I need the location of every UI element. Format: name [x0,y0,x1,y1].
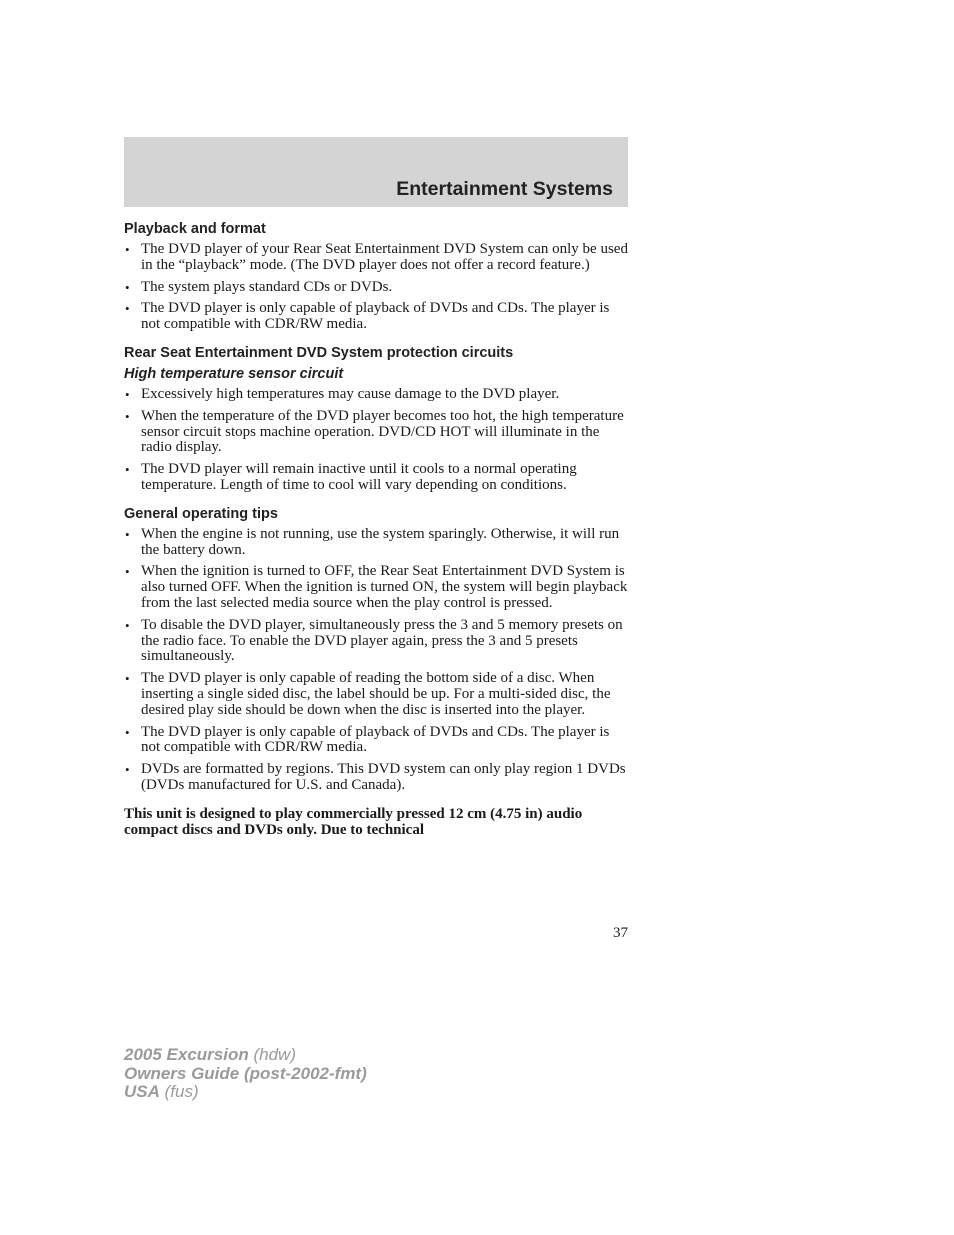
footer-model: 2005 Excursion [124,1045,249,1064]
list-item: • The DVD player of your Rear Seat Entertainment DVD System can only be used in the “playback” mode. (The DVD player does not offer a record feature.) [124,242,630,274]
footer-line-guide [124,1065,367,1084]
header-band [124,137,628,207]
subheading-high-temperature: High temperature sensor circuit [124,365,344,382]
list-item: • The DVD player is only capable of playback of DVDs and CDs. The player is not compatible with CDR/RW media. [124,301,630,333]
list-playback-format [124,242,630,333]
list-item: • The DVD player will remain inactive until it cools to a normal operating temperature. Length of time to cool will vary depending on conditions. [124,462,630,494]
footer-line-model [124,1046,367,1065]
footer-line-market [124,1083,367,1102]
footer-info [124,1046,367,1102]
list-item: • The DVD player is only capable of reading the bottom side of a disc. When inserting a single sided disc, the label should be up. For a multi-sided disc, the desired play side should be down when the disc is inserted into the player. [124,671,630,718]
heading-protection-circuits: Rear Seat Entertainment DVD System protection circuits [124,344,514,361]
section-title: Entertainment Systems [396,178,613,200]
footer-guide: Owners Guide (post-2002-fmt) [124,1063,367,1083]
list-item: • To disable the DVD player, simultaneously press the 3 and 5 memory presets on the radio face. To enable the DVD player again, press the 3 and 5 presets simultaneously. [124,618,630,665]
page-content [124,221,630,839]
list-item: • When the ignition is turned to OFF, the Rear Seat Entertainment DVD System is also turned OFF. When the ignition is turned ON, the system will begin playback from the last selected media source when the play control is pressed. [124,564,630,611]
closing-bold-paragraph: This unit is designed to play commercially pressed 12 cm (4.75 in) audio compact discs and DVDs only. Due to technical [124,805,583,839]
list-item: • DVDs are formatted by regions. This DVD system can only play region 1 DVDs (DVDs manufactured for U.S. and Canada). [124,762,630,794]
footer-market: USA [124,1082,160,1101]
list-item: • When the temperature of the DVD player becomes too hot, the high temperature sensor circuit stops machine operation. DVD/CD HOT will illuminate in the radio display. [124,409,630,456]
heading-playback-format: Playback and format [124,221,266,237]
footer-model-code: (hdw) [248,1045,296,1064]
list-general-tips [124,527,630,794]
page-number: 37 [613,925,628,941]
list-item: • The system plays standard CDs or DVDs. [124,280,630,296]
list-item: • Excessively high temperatures may cause damage to the DVD player. [124,387,630,403]
footer-market-code: (fus) [159,1082,199,1101]
list-item: • When the engine is not running, use the system sparingly. Otherwise, it will run the battery down. [124,527,630,559]
list-item: • The DVD player is only capable of playback of DVDs and CDs. The player is not compatible with CDR/RW media. [124,725,630,757]
list-protection-circuits [124,387,630,494]
heading-general-tips: General operating tips [124,505,278,522]
